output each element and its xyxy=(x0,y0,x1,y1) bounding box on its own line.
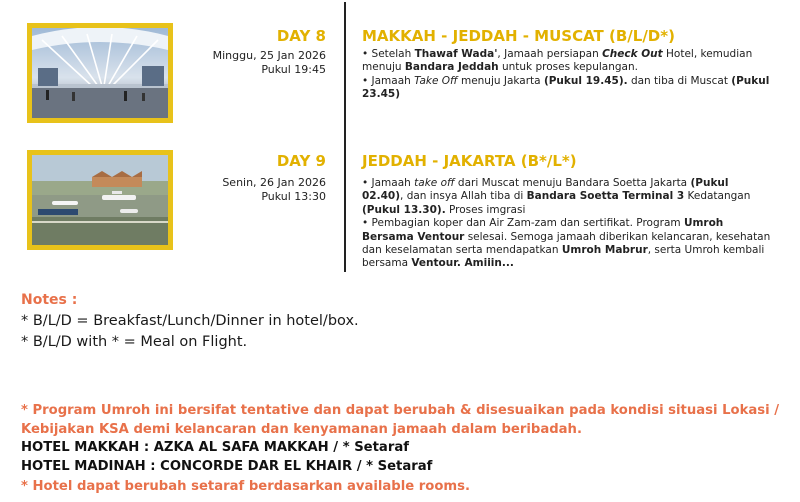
airport-apron-photo xyxy=(27,150,173,250)
text-run: Kedatangan xyxy=(684,190,751,203)
day-9-time-text: Pukul 13:30 xyxy=(261,190,326,203)
text-run: (Pukul 02.40) xyxy=(362,177,729,203)
day-9-desc-paragraph-1 xyxy=(362,177,772,217)
text-run: selesai. Semoga jamaah diberikan kelancaran, kesehatan dan keselamatan serta mendapatkan xyxy=(362,230,771,257)
notes-heading: Notes : xyxy=(21,292,78,308)
text-run: , Jamaah persiapan xyxy=(497,48,603,60)
text-run: Bandara Jeddah xyxy=(404,61,499,74)
text-run: , serta Umroh kembali bersama xyxy=(362,244,765,270)
day-9-desc-paragraph-2 xyxy=(362,217,772,271)
text-run: take off xyxy=(414,177,455,189)
text-run: Take Off xyxy=(414,74,458,87)
text-run: (Pukul 19.45). xyxy=(543,74,628,87)
airport-terminal-photo xyxy=(27,23,173,123)
text-run: Bandara Soetta Terminal 3 xyxy=(526,190,685,203)
day-8-desc-paragraph-2 xyxy=(362,75,772,102)
day-9-label: DAY 9 xyxy=(276,152,326,170)
text-run: • Setelah xyxy=(362,48,415,60)
day-8-desc-paragraph-1 xyxy=(362,48,772,75)
timeline-divider xyxy=(344,2,346,272)
terminal-interior-image xyxy=(32,28,168,118)
text-run: • Jamaah xyxy=(362,74,415,87)
text-run: Ventour. Amiiin... xyxy=(411,257,514,270)
text-run: Hotel, kemudian menuju xyxy=(362,48,753,74)
text-run: Thawaf Wada' xyxy=(414,48,498,60)
text-run: , dan insya Allah tiba di xyxy=(400,190,527,203)
text-run: Proses imgrasi xyxy=(445,203,526,216)
airport-exterior-image xyxy=(32,155,168,245)
hotel-madinah: HOTEL MADINAH : CONCORDE DAR EL KHAIR / * Setaraf xyxy=(21,459,433,474)
text-run: Check Out xyxy=(602,48,663,60)
text-run: (Pukul 13.30). xyxy=(362,203,446,216)
text-run: Umroh Bersama Ventour xyxy=(362,217,724,243)
day-9-description xyxy=(362,177,772,271)
day-8-description xyxy=(362,48,772,102)
text-run: dari Muscat menuju Bandara Soetta Jakarta xyxy=(454,177,691,189)
text-run: menuju Jakarta xyxy=(457,74,544,87)
day-8-time-text: Pukul 19:45 xyxy=(261,63,326,76)
hotel-footnote: * Hotel dapat berubah setaraf berdasarkan available rooms. xyxy=(21,479,471,494)
note-meal-legend: * B/L/D = Breakfast/Lunch/Dinner in hotel/box. xyxy=(21,313,359,329)
day-9-title: JEDDAH - JAKARTA (B*/L*) xyxy=(362,152,577,170)
hotel-makkah: HOTEL MAKKAH : AZKA AL SAFA MAKKAH / * Setaraf xyxy=(21,440,409,455)
text-run: untuk proses kepulangan. xyxy=(498,61,638,74)
day-9-date xyxy=(222,176,326,204)
program-disclaimer: * Program Umroh ini bersifat tentative dan dapat berubah & disesuaikan pada kondisi situasi Lokasi / Kebijakan KSA demi kelancaran dan kenyamanan jamaah dalam beribadah. xyxy=(21,403,780,437)
day-9-date-text: Senin, 26 Jan 2026 xyxy=(222,176,326,189)
note-flight-meal: * B/L/D with * = Meal on Flight. xyxy=(21,334,248,350)
day-8-label: DAY 8 xyxy=(276,27,326,45)
day-8-title: MAKKAH - JEDDAH - MUSCAT (B/L/D*) xyxy=(362,27,675,45)
text-run: • Jamaah xyxy=(362,177,415,189)
day-8-date-text: Minggu, 25 Jan 2026 xyxy=(212,49,326,62)
text-run: dan tiba di Muscat xyxy=(627,74,732,87)
text-run: Umroh Mabrur xyxy=(561,244,648,257)
text-run: • Pembagian koper dan Air Zam-zam dan sertifikat. Program xyxy=(362,217,684,230)
text-run: (Pukul 23.45) xyxy=(362,74,770,101)
day-8-date xyxy=(213,49,326,77)
